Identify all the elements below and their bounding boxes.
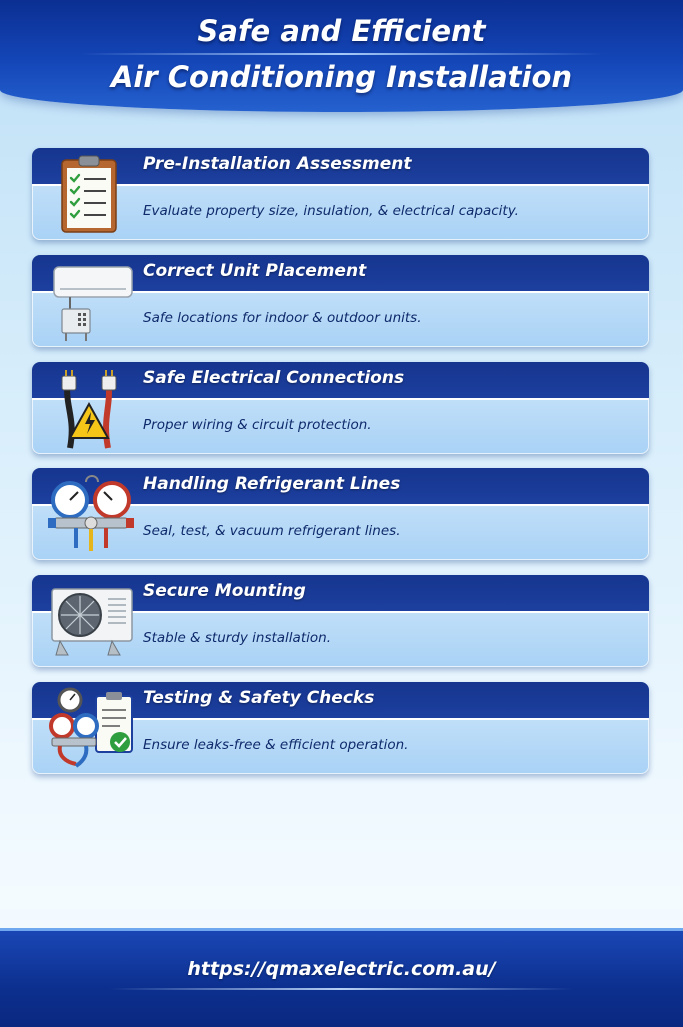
step-title: Correct Unit Placement — [143, 261, 367, 281]
header-banner — [0, 0, 683, 112]
website-link[interactable]: https://qmaxelectric.com.au/ — [187, 958, 496, 980]
clipboard-checklist-icon — [46, 152, 136, 236]
step-description: Seal, test, & vacuum refrigerant lines. — [143, 523, 401, 539]
footer-divider — [110, 988, 573, 990]
step-title: Testing & Safety Checks — [143, 688, 375, 708]
electrical-wiring-icon — [46, 366, 136, 450]
split-ac-unit-icon — [46, 259, 136, 343]
step-card-testing — [32, 682, 649, 774]
step-description: Proper wiring & circuit protection. — [143, 417, 372, 433]
step-description: Ensure leaks-free & efficient operation. — [143, 737, 409, 753]
page-title-line1: Safe and Efficient — [197, 14, 486, 48]
step-title: Handling Refrigerant Lines — [143, 474, 401, 494]
step-title: Secure Mounting — [143, 581, 306, 601]
step-description: Evaluate property size, insulation, & electrical capacity. — [143, 203, 519, 219]
outdoor-unit-bracket-icon — [46, 579, 136, 663]
footer-banner — [0, 928, 683, 1027]
manifold-gauge-icon — [46, 472, 136, 556]
page-title-line2: Air Conditioning Installation — [110, 60, 573, 94]
step-card-mounting — [32, 575, 649, 667]
step-description: Stable & sturdy installation. — [143, 630, 331, 646]
step-card-electrical — [32, 362, 649, 454]
step-card-refrigerant — [32, 468, 649, 560]
title-divider — [80, 53, 603, 55]
step-title: Pre-Installation Assessment — [143, 154, 412, 174]
step-card-unit-placement — [32, 255, 649, 347]
step-description: Safe locations for indoor & outdoor units. — [143, 310, 422, 326]
step-title: Safe Electrical Connections — [143, 368, 405, 388]
step-card-pre-installation — [32, 148, 649, 240]
gauges-checklist-icon — [46, 686, 136, 770]
